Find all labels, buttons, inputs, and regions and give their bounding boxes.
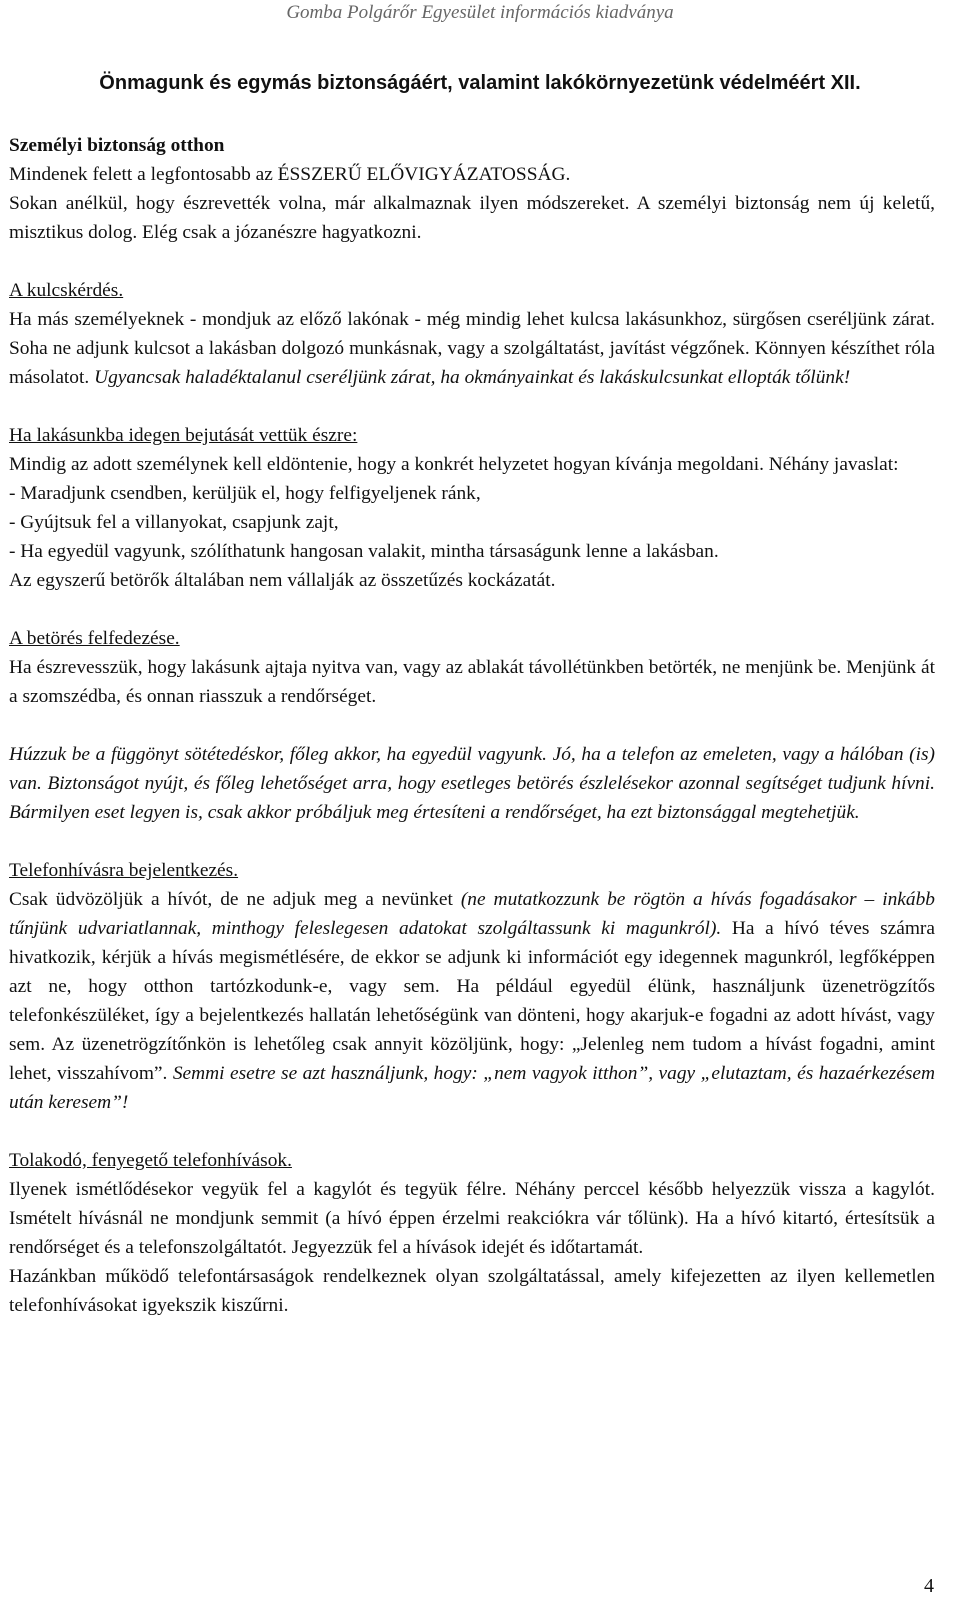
section-heading-key-question: A kulcskérdés. xyxy=(9,280,124,301)
article-body xyxy=(9,131,935,1320)
section-heading-threatening-calls: Tolakodó, fenyegető telefonhívások. xyxy=(9,1150,292,1171)
section-heading-burglary-discovery: A betörés felfedezése. xyxy=(9,628,180,649)
list-item: - Maradjunk csendben, kerüljük el, hogy felfigyeljenek ránk, xyxy=(9,483,481,504)
paragraph-threatening-calls: Ilyenek ismétlődésekor vegyük fel a kagylót és tegyük félre. Néhány perccel később helyezzük vissza a kagylót. Ismételt hívásnál ne mondjunk semmit (a hívó éppen érzelmi reakciókra vár tőlünk). Ha a hívó kitartó, értesítsük a rendőrséget és a telefonszolgáltatót. Jegyezzük fel a hívások idejét és időtartamát. xyxy=(9,1179,935,1258)
paragraph-curtains-advice: Húzzuk be a függönyt sötétedéskor, főleg akkor, ha egyedül vagyunk. Jó, ha a telefon az emeleten, vagy a hálóban (is) van. Biztonságot nyújt, és főleg lehetőséget arra, hogy esetleges betörés észlelésekor azonnal segítséget tudjunk hívni. Bármilyen eset legyen is, csak akkor próbáljuk meg értesíteni a rendőrséget, ha ezt biztonsággal megtehetjük. xyxy=(9,744,935,823)
paragraph-intruder-closing: Az egyszerű betörők általában nem vállalják az összetűzés kockázatát. xyxy=(9,570,556,591)
paragraph-intruder: Mindig az adott személynek kell eldöntenie, hogy a konkrét helyzetet hogyan kívánja megoldani. Néhány javaslat: xyxy=(9,454,899,475)
paragraph-call-filtering: Hazánkban működő telefontársaságok rendelkeznek olyan szolgáltatással, amely kifejezetten az ilyen kellemetlen telefonhívásokat igyekszik kiszűrni. xyxy=(9,1266,935,1316)
spacer xyxy=(9,595,935,624)
phone-text-2: Ha a hívó téves számra hivatkozik, kérjük a hívás megismétlésére, de ekkor se adjunk ki információt egy idegennek magunkról, legfőképpen azt ne, hogy otthon tartózkodunk-e, vagy sem. Ha például egyedül élünk, használjunk üzenetrögzítős telefonkészüléket, így a bejelentkezés hallatán lehetőségünk van dönteni, hogy akarjuk-e fogadni az adott hívást, vagy sem. Az üzenetrögzítőnkön is lehetőleg csak annyit közöljünk, hogy: „Jelenleg nem tudom a hívást fogadni, amint lehet, visszahívom”. xyxy=(9,918,935,1084)
spacer xyxy=(9,1117,935,1146)
list-item: - Gyújtsuk fel a villanyokat, csapjunk zajt, xyxy=(9,512,339,533)
list-item: - Ha egyedül vagyunk, szólíthatunk hangosan valakit, mintha társaságunk lenne a lakásban. xyxy=(9,541,719,562)
section-heading-personal-safety: Személyi biztonság otthon xyxy=(9,135,225,156)
paragraph-personal-safety: Sokan anélkül, hogy észrevették volna, már alkalmaznak ilyen módszereket. A személyi biztonság nem új keletű, misztikus dolog. Elég csak a józanészre hagyatkozni. xyxy=(9,193,935,243)
spacer xyxy=(9,711,935,740)
key-question-text: Ha más személyeknek - mondjuk az előző lakónak - még mindig lehet kulcsa lakásunkhoz, sürgősen cseréljünk zárat. Soha ne adjunk kulcsot a lakásban dolgozó munkásnak, vagy a szolgáltatást, javítást végzőnek. Könnyen készíthet róla másolatot. xyxy=(9,309,935,388)
page-number: 4 xyxy=(924,1575,934,1597)
spacer xyxy=(9,392,935,421)
phone-italic-2: Semmi esetre se azt használjunk, hogy: „nem vagyok itthon”, vagy „elutaztam, és hazaérkezésem után keresem”! xyxy=(9,1063,935,1113)
phone-italic-1: (ne mutatkozzunk be rögtön a hívás fogadásakor – inkább tűnjünk udvariatlannak, minthogy feleslegesen adatokat szolgáltassunk ki magunkról). xyxy=(9,889,935,939)
key-question-italic: Ugyancsak haladéktalanul cseréljünk zárat, ha okmányainkat és lakáskulcsunkat ellopták tőlünk! xyxy=(94,367,851,388)
spacer xyxy=(9,247,935,276)
article-title: Önmagunk és egymás biztonságáért, valamint lakókörnyezetünk védelméért XII. xyxy=(99,72,861,94)
spacer xyxy=(9,827,935,856)
publication-header: Gomba Polgárőr Egyesület információs kiadványa xyxy=(286,2,674,23)
paragraph-key-question xyxy=(9,305,935,392)
paragraph-precaution: Mindenek felett a legfontosabb az ÉSSZERŰ ELŐVIGYÁZATOSSÁG. xyxy=(9,164,571,185)
section-heading-intruder: Ha lakásunkba idegen bejutását vettük észre: xyxy=(9,425,358,446)
phone-text-1: Csak üdvözöljük a hívót, de ne adjuk meg a nevünket xyxy=(9,889,461,910)
paragraph-phone-answering xyxy=(9,885,935,1117)
section-heading-phone-answering: Telefonhívásra bejelentkezés. xyxy=(9,860,239,881)
paragraph-burglary-discovery: Ha észrevesszük, hogy lakásunk ajtaja nyitva van, vagy az ablakát távollétünkben betörték, ne menjünk be. Menjünk át a szomszédba, és onnan riasszuk a rendőrséget. xyxy=(9,657,935,707)
